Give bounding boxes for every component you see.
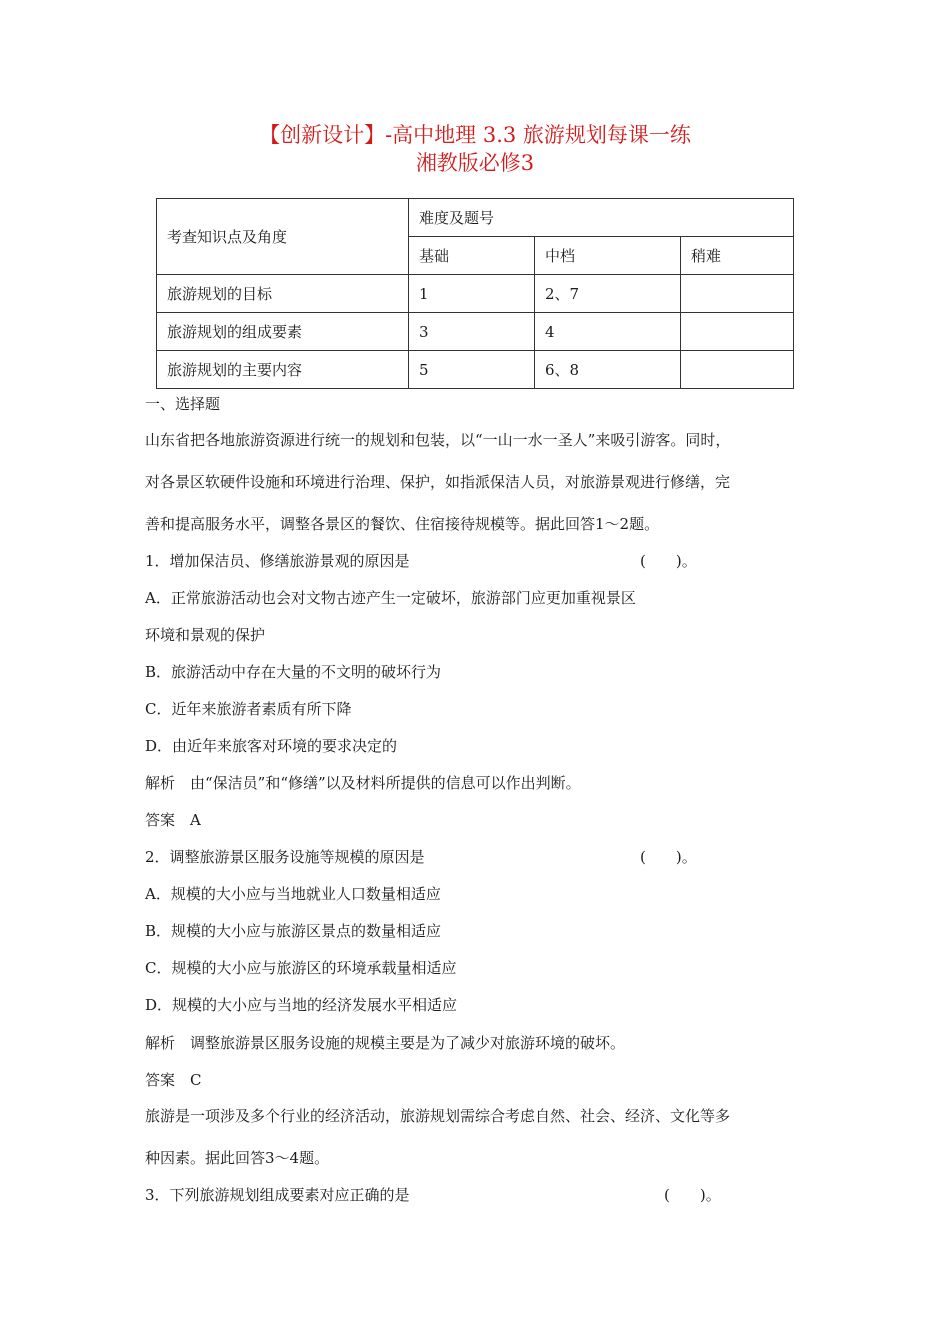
row-topic: 旅游规划的组成要素	[157, 313, 409, 351]
q2-stem: 2．调整旅游景区服务设施等规模的原因是	[145, 848, 425, 866]
row-medium: 4	[535, 313, 681, 351]
table-row	[157, 351, 794, 389]
q1-answer: 答案 A	[145, 811, 201, 829]
header-topic: 考查知识点及角度	[157, 199, 409, 275]
q3-answer-blank: ( )。	[664, 1186, 721, 1204]
row-hard	[681, 275, 794, 313]
header-level: 难度及题号	[409, 199, 794, 237]
material1-line: 山东省把各地旅游资源进行统一的规划和包装，以“一山一水一圣人”来吸引游客。同时，	[145, 431, 731, 449]
row-topic: 旅游规划的主要内容	[157, 351, 409, 389]
row-hard	[681, 351, 794, 389]
level-medium: 中档	[535, 237, 681, 275]
q2-answer-blank: ( )。	[640, 848, 697, 866]
level-basic: 基础	[409, 237, 535, 275]
row-basic: 5	[409, 351, 535, 389]
q2-option: D．规模的大小应与当地的经济发展水平相适应	[145, 996, 458, 1014]
row-hard	[681, 313, 794, 351]
row-medium: 6、8	[535, 351, 681, 389]
doc-title-line2: 湘教版必修3	[415, 151, 535, 175]
q1-option: 环境和景观的保护	[145, 626, 266, 644]
q1-stem: 1．增加保洁员、修缮旅游景观的原因是	[145, 552, 410, 570]
section-title: 一、选择题	[145, 395, 221, 413]
q1-analysis: 解析 由“保洁员”和“修缮”以及材料所提供的信息可以作出判断。	[145, 774, 581, 792]
table-row	[157, 313, 794, 351]
material2-line: 旅游是一项涉及多个行业的经济活动，旅游规划需综合考虑自然、社会、经济、文化等多	[145, 1107, 731, 1125]
q2-analysis: 解析 调整旅游景区服务设施的规模主要是为了减少对旅游环境的破坏。	[145, 1034, 626, 1052]
row-medium: 2、7	[535, 275, 681, 313]
material1-line: 对各景区软硬件设施和环境进行治理、保护，如指派保洁人员，对旅游景观进行修缮，完	[145, 473, 731, 491]
q2-option: C．规模的大小应与旅游区的环境承载量相适应	[145, 959, 457, 977]
table-row	[157, 275, 794, 313]
q1-option: D．由近年来旅客对环境的要求决定的	[145, 737, 398, 755]
q2-option: A．规模的大小应与当地就业人口数量相适应	[145, 885, 441, 903]
q2-option: B．规模的大小应与旅游区景点的数量相适应	[145, 922, 442, 940]
q1-option: B．旅游活动中存在大量的不文明的破坏行为	[145, 663, 442, 681]
row-basic: 1	[409, 275, 535, 313]
level-hard: 稍难	[681, 237, 794, 275]
q1-option: C．近年来旅游者素质有所下降	[145, 700, 352, 718]
q3-stem: 3．下列旅游规划组成要素对应正确的是	[145, 1186, 410, 1204]
material1-line: 善和提高服务水平，调整各景区的餐饮、住宿接待规模等。据此回答1～2题。	[145, 515, 660, 533]
material2-line: 种因素。据此回答3～4题。	[145, 1149, 330, 1167]
doc-title-line1: 【创新设计】-高中地理 3.3 旅游规划每课一练	[259, 123, 691, 147]
row-topic: 旅游规划的目标	[157, 275, 409, 313]
q1-answer-blank: ( )。	[640, 552, 697, 570]
table-header-row	[157, 199, 794, 237]
knowledge-table	[156, 198, 794, 389]
row-basic: 3	[409, 313, 535, 351]
q1-option: A．正常旅游活动也会对文物古迹产生一定破坏，旅游部门应更加重视景区	[145, 589, 636, 607]
q2-answer: 答案 C	[145, 1071, 202, 1089]
